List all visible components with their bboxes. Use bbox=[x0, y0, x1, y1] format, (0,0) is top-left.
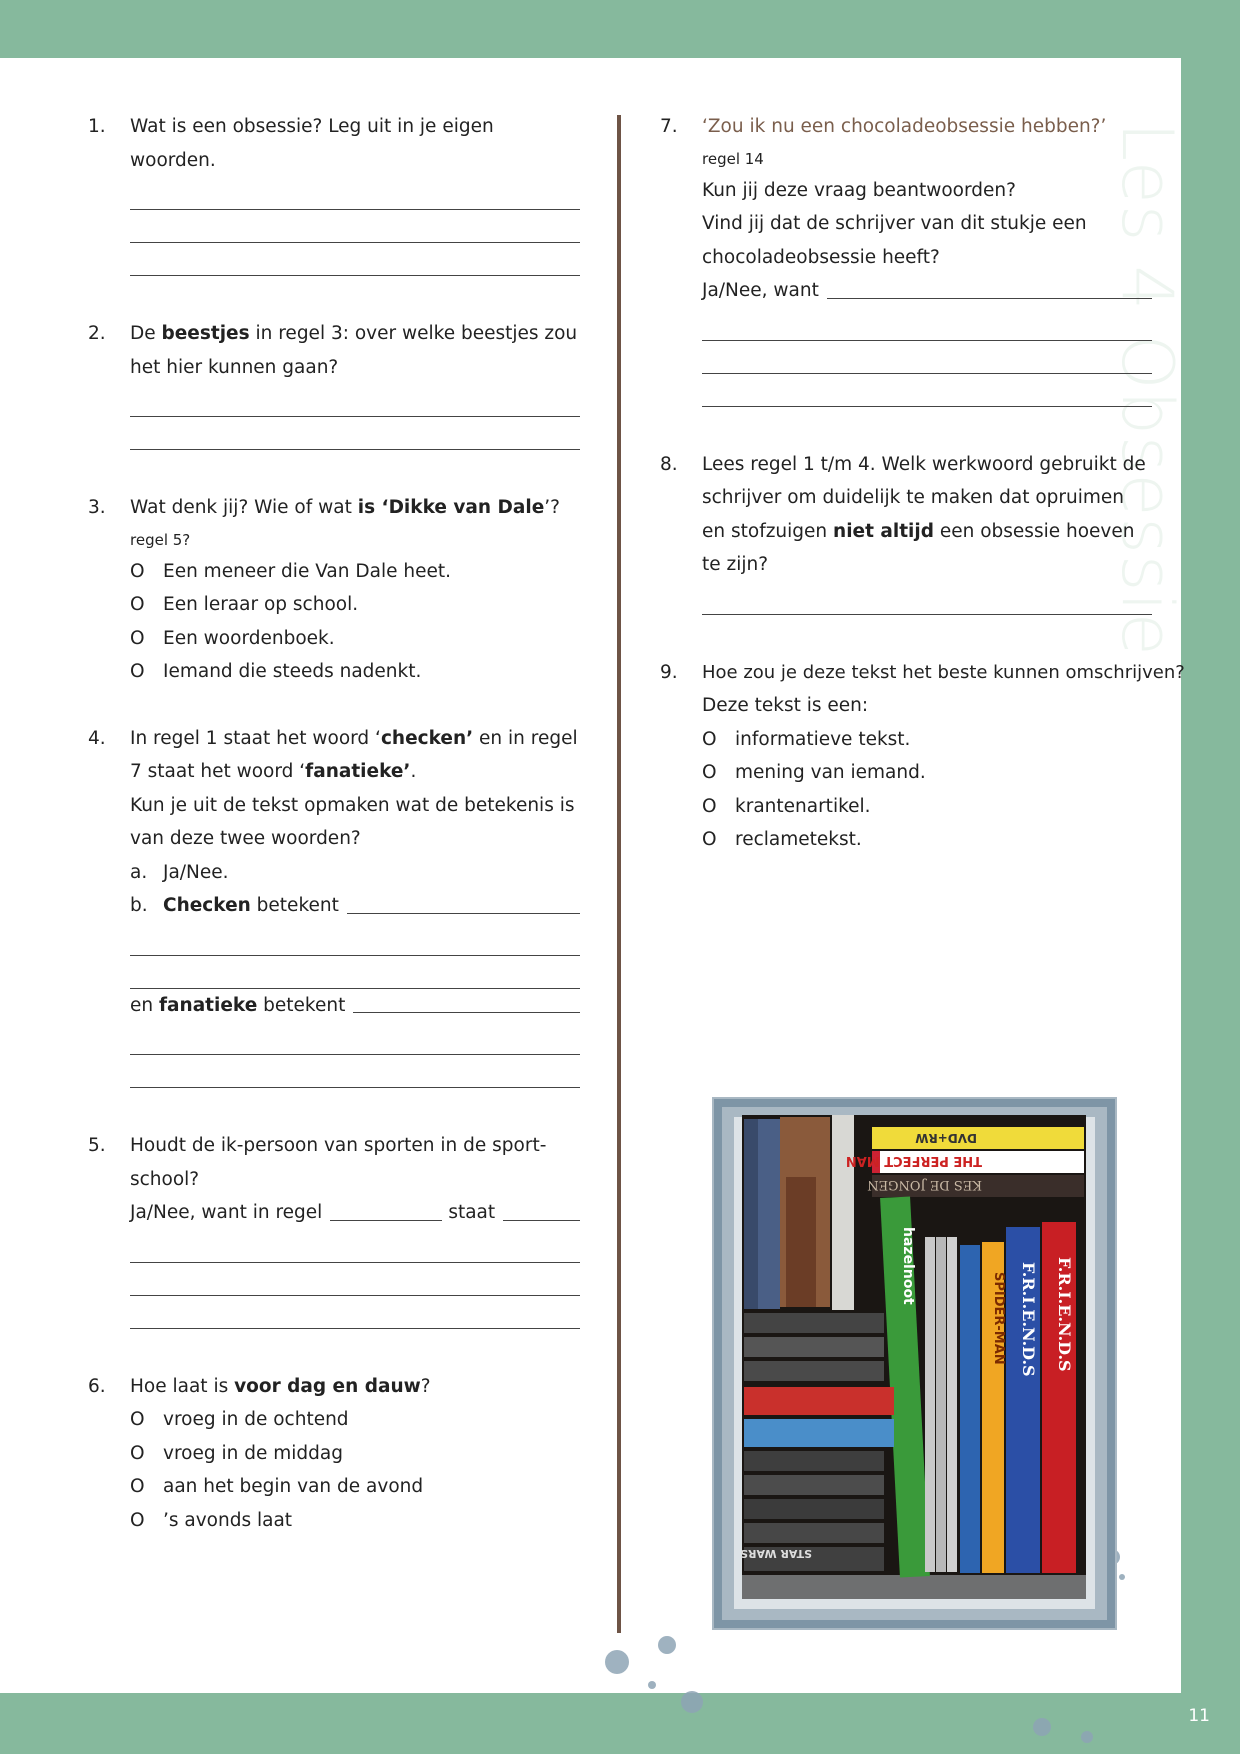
answer-line[interactable] bbox=[130, 956, 580, 989]
answer-line[interactable] bbox=[702, 374, 1152, 407]
text-part: In regel 1 staat het woord ‘ bbox=[130, 727, 381, 749]
option-label: ’s avonds laat bbox=[163, 1509, 293, 1531]
left-column bbox=[88, 110, 580, 1537]
option-label: Iemand die steeds nadenkt. bbox=[163, 661, 422, 682]
answer-line[interactable] bbox=[130, 243, 580, 276]
radio-mark[interactable]: O bbox=[702, 762, 717, 783]
answer-line[interactable] bbox=[827, 298, 1152, 299]
text-bold: is ‘Dikke van Dale bbox=[357, 497, 545, 518]
sub-text: Ja/Nee. bbox=[163, 861, 229, 883]
sub-text bbox=[163, 889, 339, 923]
answer-line[interactable] bbox=[347, 913, 580, 914]
text-bold: Checken bbox=[163, 895, 251, 916]
sub-label: a. bbox=[130, 861, 148, 883]
answer-line[interactable] bbox=[130, 923, 580, 956]
text-part: en in regel 7 staat het woord ‘ bbox=[130, 727, 578, 782]
dvd-shelf-illustration bbox=[712, 1097, 1117, 1630]
spine-dvdrw: DVD+RW bbox=[915, 1131, 977, 1145]
question-text: Vind jij dat de schrijver van dit stukje een chocoladeobsessie heeft? bbox=[702, 213, 1087, 268]
fanatieke-line bbox=[130, 989, 580, 1023]
right-column bbox=[660, 110, 1185, 857]
question-number: 8. bbox=[660, 453, 678, 475]
text-part: Hoe laat is bbox=[130, 1375, 235, 1397]
question-2 bbox=[88, 317, 580, 450]
answer-line[interactable] bbox=[130, 210, 580, 243]
dvd-shelf-photo bbox=[712, 1097, 1117, 1630]
answer-line[interactable] bbox=[503, 1220, 580, 1221]
option[interactable] bbox=[702, 823, 1152, 857]
spine-friends-2: F.R.I.E.N.D.S bbox=[1055, 1257, 1074, 1372]
spine-starwars: STAR WARS bbox=[740, 1547, 812, 1560]
text-bold: fanatieke’ bbox=[305, 761, 411, 782]
text-part: ? bbox=[420, 1375, 431, 1397]
answer-line[interactable] bbox=[130, 177, 580, 210]
option[interactable] bbox=[130, 1437, 580, 1471]
option-label: vroeg in de middag bbox=[163, 1442, 343, 1464]
line-reference: regel 5? bbox=[130, 530, 191, 549]
question-number: 9. bbox=[660, 661, 678, 683]
question-text: Wat is een obsessie? Leg uit in je eigen woorden. bbox=[130, 116, 494, 171]
option-label: Een meneer die Van Dale heet. bbox=[163, 560, 451, 582]
radio-mark[interactable]: O bbox=[702, 829, 717, 850]
question-text: Houdt de ik-persoon van sporten in de sport-school? bbox=[130, 1135, 547, 1190]
question-9 bbox=[660, 656, 1185, 857]
text-part: ’? bbox=[544, 497, 560, 518]
reason-line bbox=[702, 274, 1152, 308]
answer-line[interactable] bbox=[130, 384, 580, 417]
text-bold: niet altijd bbox=[833, 520, 934, 542]
question-text bbox=[130, 317, 580, 384]
text-part: betekent bbox=[257, 994, 346, 1016]
question-1 bbox=[88, 110, 580, 276]
option[interactable] bbox=[130, 588, 580, 622]
text-part: Lees regel 1 t/m 4. Welk werkwoord gebruikt de schrijver om duidelijk te maken dat opruimen en stofzuigen bbox=[702, 453, 1146, 542]
question-6 bbox=[88, 1370, 580, 1538]
sub-label: b. bbox=[130, 895, 148, 916]
answer-line[interactable] bbox=[130, 1296, 580, 1329]
question-7 bbox=[660, 110, 1152, 407]
text-part: Ja/Nee, want bbox=[702, 280, 819, 301]
answer-line[interactable] bbox=[330, 1220, 442, 1221]
answer-line[interactable] bbox=[130, 1055, 580, 1088]
question-number: 6. bbox=[88, 1375, 106, 1397]
question-number: 7. bbox=[660, 116, 678, 137]
question-8 bbox=[660, 448, 1152, 615]
question-number: 4. bbox=[88, 727, 106, 749]
text-bold: fanatieke bbox=[159, 994, 258, 1016]
spine-jongen: KES DE JONGEN bbox=[867, 1177, 982, 1192]
answer-line[interactable] bbox=[130, 1263, 580, 1296]
answer-line[interactable] bbox=[130, 1022, 580, 1055]
option[interactable] bbox=[702, 756, 1152, 790]
radio-mark[interactable]: O bbox=[130, 1409, 145, 1430]
option-label: Een woordenboek. bbox=[163, 627, 335, 649]
question-number: 3. bbox=[88, 497, 106, 518]
radio-mark[interactable]: O bbox=[702, 795, 717, 817]
option-label: vroeg in de ochtend bbox=[163, 1409, 349, 1430]
spine-perfect-man: THE PERFECT MAN bbox=[845, 1153, 982, 1168]
option[interactable] bbox=[130, 1470, 580, 1504]
text-part: en bbox=[130, 994, 159, 1016]
question-4 bbox=[88, 722, 580, 1089]
option-label: aan het begin van de avond bbox=[163, 1476, 424, 1497]
question-5 bbox=[88, 1129, 580, 1329]
answer-line[interactable] bbox=[130, 417, 580, 450]
text-bold: checken’ bbox=[380, 727, 474, 749]
answer-line[interactable] bbox=[702, 341, 1152, 374]
option[interactable] bbox=[130, 1504, 580, 1538]
reason-line bbox=[130, 1196, 580, 1230]
radio-mark[interactable]: O bbox=[130, 594, 145, 615]
lesson-title: Les 4 Obsessie bbox=[1106, 122, 1188, 657]
text-part: een obsessie hoeven te zijn? bbox=[702, 520, 1135, 575]
question-text bbox=[702, 448, 1152, 582]
text-part: in regel 3: over welke beestjes zou het hier kunnen gaan? bbox=[130, 323, 578, 378]
text-bold: beestjes bbox=[161, 323, 250, 344]
radio-mark[interactable]: O bbox=[130, 1476, 145, 1497]
answer-line[interactable] bbox=[702, 308, 1152, 341]
option-label: mening van iemand. bbox=[735, 762, 926, 783]
question-number: 5. bbox=[88, 1135, 106, 1156]
radio-mark[interactable]: O bbox=[130, 661, 145, 682]
sub-question-a bbox=[130, 856, 580, 890]
option[interactable] bbox=[702, 723, 1152, 757]
answer-line[interactable] bbox=[702, 582, 1152, 615]
column-divider bbox=[617, 115, 621, 1633]
text-part: Ja/Nee, want in regel bbox=[130, 1202, 323, 1223]
spine-hazelnoot: hazelnoot bbox=[900, 1227, 916, 1305]
question-subtext: Deze tekst is een: bbox=[702, 695, 869, 716]
question-text bbox=[130, 1370, 580, 1404]
radio-mark[interactable]: O bbox=[702, 728, 717, 750]
question-subtext: Kun je uit de tekst opmaken wat de betekenis is van deze twee woorden? bbox=[130, 794, 575, 849]
answer-line[interactable] bbox=[130, 1230, 580, 1263]
answer-line[interactable] bbox=[353, 1012, 580, 1013]
question-number: 2. bbox=[88, 323, 106, 344]
option-label: reclametekst. bbox=[735, 829, 862, 850]
spine-friends-1: F.R.I.E.N.D.S bbox=[1019, 1262, 1038, 1377]
text-part: Wat denk jij? Wie of wat bbox=[130, 497, 358, 518]
option[interactable] bbox=[130, 622, 580, 656]
option[interactable] bbox=[130, 655, 580, 689]
text-part: De bbox=[130, 323, 162, 344]
text-part: staat bbox=[448, 1202, 496, 1223]
sub-question-b bbox=[130, 889, 580, 923]
option-label: informatieve tekst. bbox=[735, 728, 911, 750]
text-part: . bbox=[410, 761, 417, 782]
question-3 bbox=[88, 491, 580, 689]
sub-text bbox=[130, 989, 345, 1023]
option-label: Een leraar op school. bbox=[163, 594, 359, 615]
question-text: Kun jij deze vraag beantwoorden? bbox=[702, 179, 1016, 201]
radio-mark[interactable]: O bbox=[130, 560, 145, 582]
text-bold: voor dag en dauw bbox=[234, 1375, 421, 1397]
line-reference: regel 14 bbox=[702, 149, 764, 168]
question-text bbox=[130, 722, 580, 789]
radio-mark[interactable]: O bbox=[130, 1442, 145, 1464]
radio-mark[interactable]: O bbox=[130, 1509, 145, 1531]
option[interactable] bbox=[130, 555, 580, 589]
question-quote: ‘Zou ik nu een chocoladeobsessie hebben?’ bbox=[702, 116, 1107, 137]
radio-mark[interactable]: O bbox=[130, 627, 145, 649]
option[interactable] bbox=[130, 1403, 580, 1437]
question-text: Hoe zou je deze tekst het beste kunnen omschrijven? bbox=[702, 661, 1185, 683]
question-text bbox=[130, 491, 580, 525]
spine-spiderman: SPIDER-MAN bbox=[991, 1272, 1006, 1365]
option[interactable] bbox=[702, 790, 1152, 824]
page-number: 11 bbox=[1188, 1706, 1210, 1726]
option-label: krantenartikel. bbox=[735, 795, 871, 817]
text-part: betekent bbox=[250, 895, 339, 916]
question-number: 1. bbox=[88, 116, 106, 137]
